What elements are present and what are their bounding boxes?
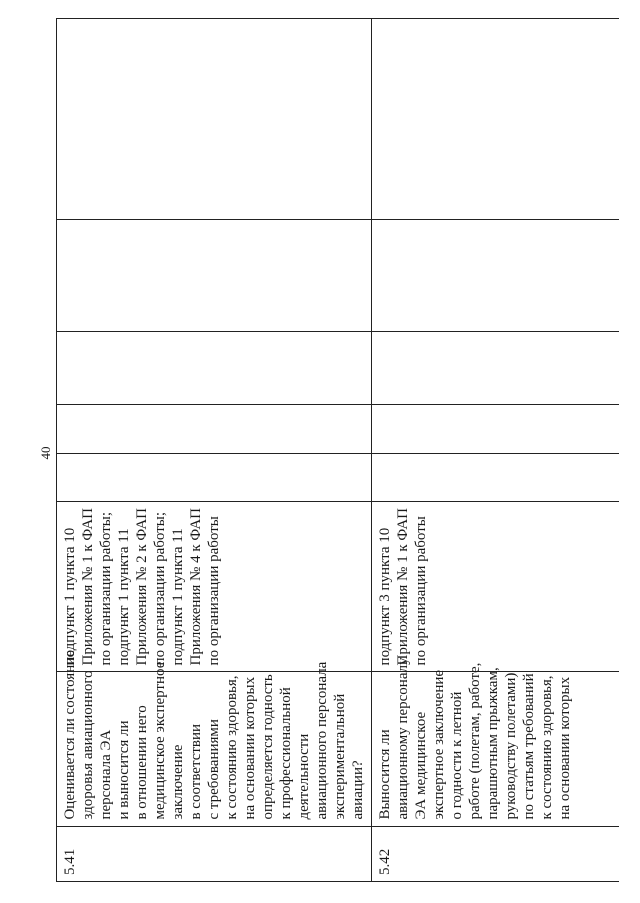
- checklist-table-frame: [56, 18, 619, 882]
- reference-cell: [57, 501, 372, 672]
- empty-cell: [372, 453, 620, 501]
- checklist-table-rotated: [56, 18, 619, 882]
- item-number-cell: [57, 826, 372, 881]
- empty-cell: [57, 332, 372, 405]
- checklist-table: [56, 18, 619, 882]
- empty-cell: [57, 405, 372, 453]
- empty-cell: [57, 19, 372, 220]
- question-text: Выносится ли авиационному персоналу ЭА медицинское экспертное заключение о годности к летной работе (полетам, работе, парашютным прыжкам, руководству полетами) по статьям требований к состоянию здоровья, на основании которых: [377, 657, 573, 820]
- empty-cell: [57, 453, 372, 501]
- item-number: 5.41: [62, 848, 78, 875]
- reference-text: подпункт 3 пункта 10 Приложения № 1 к ФАП по организации работы: [377, 508, 429, 666]
- reference-text: подпункт 1 пункта 10 Приложения № 1 к ФАП по организации работы; подпункт 1 пункта 11 Приложения № 2 к ФАП по организации работы; подпункт 1 пункта 11 Приложения № 4 к ФАП по организации работы: [62, 508, 222, 666]
- empty-cell: [57, 220, 372, 332]
- empty-cell: [372, 19, 620, 220]
- question-text: Оценивается ли состояние здоровья авиационного персонала ЭА и выносится ли в отношении него медицинское экспертное заключение в соответствии с требованиями к состоянию здоровья, на основании которых определяется годность к профессиональной деятельности авиационного персонала экспериментальной авиации?: [62, 650, 366, 820]
- item-number: 5.42: [377, 848, 393, 875]
- table-row: [57, 19, 372, 882]
- question-cell: [372, 657, 620, 826]
- empty-cell: [372, 405, 620, 453]
- page-number: 40: [38, 446, 53, 460]
- question-cell: [57, 650, 372, 826]
- empty-cell: [372, 220, 620, 332]
- reference-cell: [372, 501, 620, 672]
- table-row: [372, 19, 620, 882]
- item-number-cell: [372, 826, 620, 881]
- empty-cell: [372, 332, 620, 405]
